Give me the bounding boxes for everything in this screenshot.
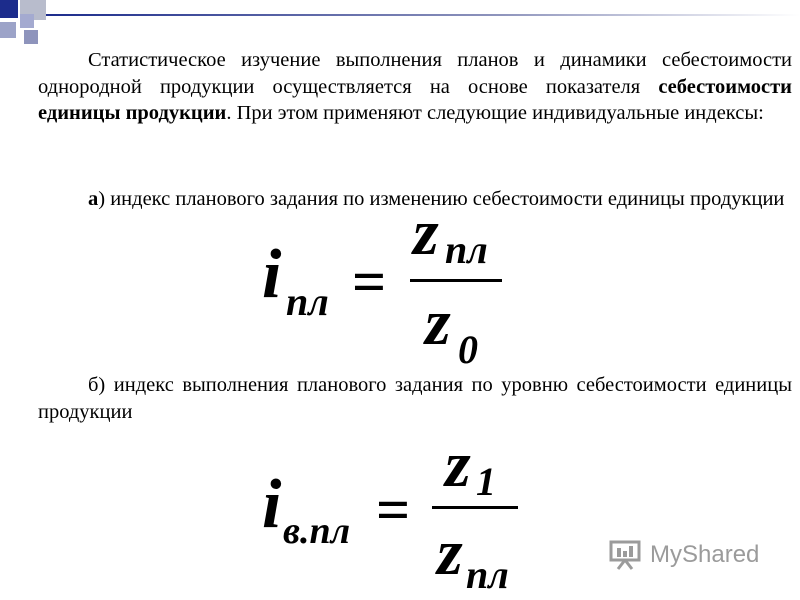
formula1-lhs-symbol: i <box>262 236 282 313</box>
watermark <box>608 540 759 570</box>
formula2-denominator-symbol: z <box>437 516 463 589</box>
intro-bold-term: себестоимости единицы продукции <box>38 75 792 124</box>
formula1-denominator-subscript: 0 <box>458 327 478 372</box>
formula2-numerator-symbol: z <box>445 428 471 501</box>
formula1-denominator-symbol: z <box>425 286 451 359</box>
formula2-fraction-line <box>432 506 518 509</box>
formula2-equals: = <box>376 477 411 543</box>
item-a-marker: а <box>88 188 99 210</box>
presentation-board-icon <box>608 540 642 570</box>
formula1-lhs-subscript: пл <box>286 279 329 324</box>
item-a-text: ) индекс планового задания по изменению себестоимости единицы продукции <box>98 188 785 210</box>
watermark-text: MyShared <box>650 541 760 568</box>
formula1-numerator-symbol: z <box>413 196 439 269</box>
formula1-numerator-subscript: пл <box>445 227 488 272</box>
formula2-denominator-subscript: пл <box>466 552 509 597</box>
formula2-numerator-subscript: 1 <box>476 459 496 504</box>
intro-text: Статистическое изучение выполнения планов и динамики себестоимости однородной продукции осуществляется на основе показателя <box>38 49 792 98</box>
formula2-lhs-symbol: i <box>262 466 282 543</box>
item-b-text: б) индекс выполнения планового задания по уровню себестоимости единицы продукции <box>38 374 792 423</box>
formula1-equals: = <box>352 249 387 315</box>
formula2-lhs-subscript: в.пл <box>283 510 351 552</box>
intro-text-end: . При этом применяют следующие индивидуальные индексы: <box>226 102 764 124</box>
